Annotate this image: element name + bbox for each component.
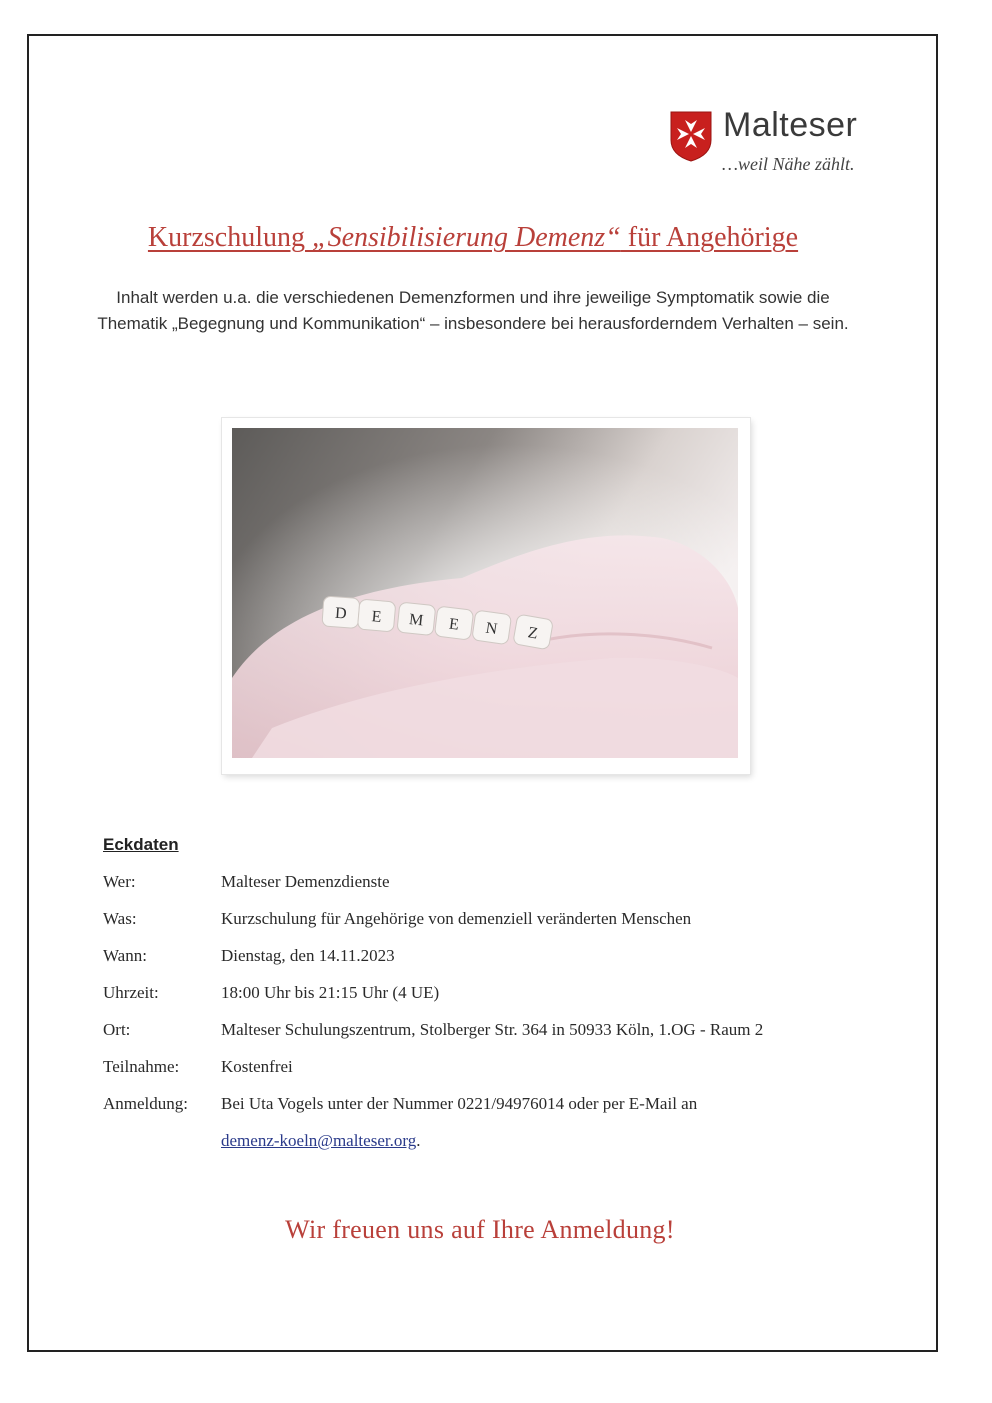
detail-value: Malteser Schulungszentrum, Stolberger Str. 364 in 50933 Köln, 1.OG - Raum 2 (221, 1020, 764, 1039)
logo-brand-name: Malteser (723, 106, 858, 144)
die-letter-5: N (484, 619, 499, 639)
photo-frame (222, 418, 750, 774)
detail-row-teilnahme (103, 1057, 903, 1094)
detail-row-was (103, 909, 903, 946)
title-text: Kurzschulung „Sensibilisierung Demenz“ für Angehörige (147, 222, 799, 253)
email-suffix: . (416, 1131, 421, 1150)
detail-row-wann (103, 946, 903, 983)
email-link[interactable]: demenz-koeln@malteser.org (221, 1131, 417, 1150)
die-letter-2: E (370, 608, 383, 626)
detail-row-ort (103, 1020, 903, 1057)
detail-label: Was: (103, 909, 137, 928)
logo-slogan: …weil Nähe zählt. (722, 154, 855, 174)
die-letter-3: M (408, 611, 425, 630)
detail-value: Dienstag, den 14.11.2023 (221, 946, 395, 965)
title-emphasis: „Sensibilisierung Demenz“ (312, 222, 621, 253)
email-line (221, 1131, 420, 1151)
details-heading: Eckdaten (103, 835, 179, 854)
demenz-dice-photo (232, 428, 738, 758)
page-title (0, 222, 946, 254)
detail-value: Bei Uta Vogels unter der Nummer 0221/94976014 oder per E-Mail an (221, 1094, 698, 1113)
detail-label: Wann: (103, 946, 147, 965)
die-letter-4: E (447, 615, 460, 634)
die-letter-1: D (334, 604, 348, 623)
closing-line: Wir freuen uns auf Ihre Anmeldung! (285, 1215, 675, 1244)
detail-value: Kostenfrei (221, 1057, 293, 1076)
detail-row-anmeldung (103, 1094, 903, 1131)
malteser-logo (669, 108, 869, 178)
detail-label: Wer: (103, 872, 136, 891)
detail-value: Malteser Demenzdienste (221, 872, 390, 891)
detail-value: Kurzschulung für Angehörige von demenziell veränderten Menschen (221, 909, 692, 928)
detail-label: Ort: (103, 1020, 131, 1039)
hand-with-dice-illustration (232, 428, 738, 758)
malteser-cross-icon (669, 110, 713, 162)
detail-value: 18:00 Uhr bis 21:15 Uhr (4 UE) (221, 983, 440, 1002)
detail-label: Teilnahme: (103, 1057, 180, 1076)
detail-row-email (103, 1131, 903, 1168)
detail-label: Uhrzeit: (103, 983, 159, 1002)
detail-label: Anmeldung: (103, 1094, 188, 1113)
die-letter-6: Z (526, 624, 540, 643)
intro-paragraph: Inhalt werden u.a. die verschiedenen Demenzformen und ihre jeweilige Symptomatik sowie die Thematik „Begegnung und Kommunikation“ – insbesondere bei herausforderndem Verhalten – sein. (97, 288, 849, 333)
detail-row-uhrzeit (103, 983, 903, 1020)
details-list (103, 872, 903, 1168)
detail-row-wer (103, 872, 903, 909)
